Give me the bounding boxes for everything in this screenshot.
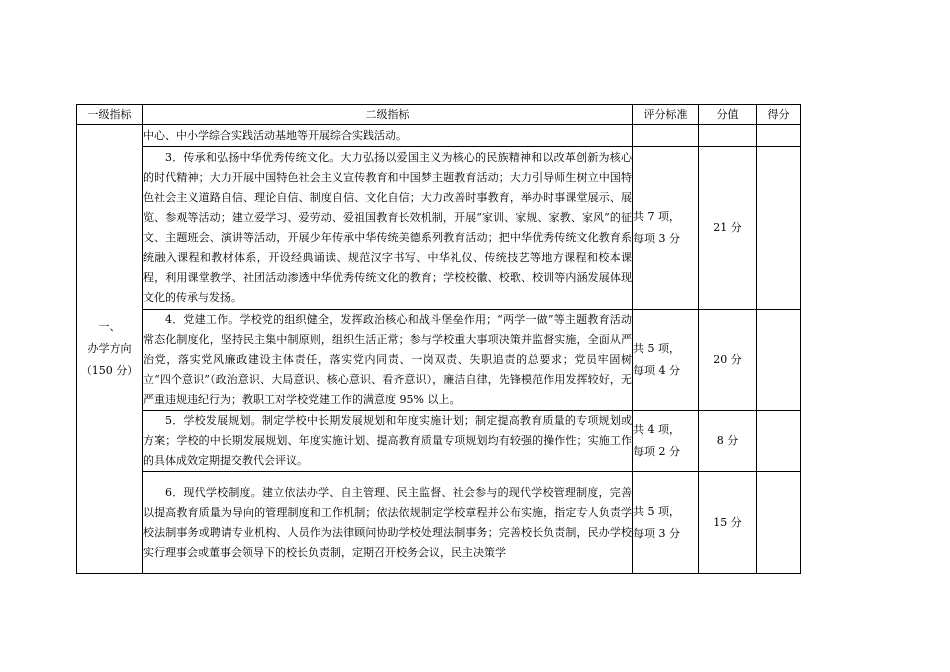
criteria-count: 共 5 项， bbox=[633, 342, 680, 355]
table-row bbox=[77, 310, 801, 411]
criteria-count: 共 5 项， bbox=[633, 504, 680, 518]
criteria-count: 共 4 项， bbox=[633, 423, 680, 436]
level1-number: 一、 bbox=[98, 320, 121, 333]
indicator-text: 5．学校发展规划。制定学校中长期发展规划和年度实施计划；制定提高教育质量的专项规划或方案；学校的中长期发展规划、年度实施计划、提高教育质量专项规划均有较强的操作性；实施工作的具体成效定期提交教代会评议。 bbox=[143, 411, 633, 472]
criteria-cell bbox=[633, 125, 699, 147]
level1-cell bbox=[77, 125, 143, 574]
evaluation-table bbox=[76, 104, 801, 574]
header-level2: 二级指标 bbox=[143, 105, 633, 125]
indicator-text: 4．党建工作。学校党的组织健全，发挥政治核心和战斗堡垒作用；“两学一做”等主题教育活动常态化制度化，坚持民主集中制原则，组织生活正常；参与学校重大事项决策并监督实施，全面从严治党，落实党风廉政建设主体责任，落实党内同责、一岗双责、失职追责的总要求；党员牢固树立“四个意识”（政治意识、大局意识、核心意识、看齐意识），廉洁自律，先锋模范作用发挥较好，无严重违规违纪行为；教职工对学校党建工作的满意度 95% 以上。 bbox=[143, 310, 633, 411]
points-cell bbox=[699, 125, 757, 147]
criteria-per-item: 每项 2 分 bbox=[633, 445, 680, 458]
points-cell: 21 分 bbox=[699, 147, 757, 310]
header-score: 得分 bbox=[757, 105, 801, 125]
criteria-cell bbox=[633, 411, 699, 472]
table-row bbox=[77, 147, 801, 310]
score-cell[interactable] bbox=[757, 310, 801, 411]
table-row bbox=[77, 411, 801, 472]
criteria-cell bbox=[633, 147, 699, 310]
criteria-cell bbox=[633, 472, 699, 574]
criteria-count: 共 7 项， bbox=[633, 210, 680, 223]
points-cell: 8 分 bbox=[699, 411, 757, 472]
score-cell bbox=[757, 125, 801, 147]
indicator-text: 3．传承和弘扬中华优秀传统文化。大力弘扬以爱国主义为核心的民族精神和以改革创新为核心的时代精神；大力开展中国特色社会主义宣传教育和中国梦主题教育活动；大力引导师生树立中国特色社会主义道路自信、理论自信、制度自信、文化自信；大力改善时事教育，举办时事课堂展示、展览、参观等活动；建立爱学习、爱劳动、爱祖国教育长效机制，开展“家训、家规、家教、家风”的征文、主题班会、演讲等活动，开展少年传承中华传统美德系列教育活动；把中华优秀传统文化教育系统融入课程和教材体系，开设经典诵读、规范汉字书写、中华礼仪、传统技艺等地方课程和校本课程，利用课堂教学、社团活动渗透中华优秀传统文化的教育；学校校徽、校歌、校训等内涵发展体现文化的传承与发扬。 bbox=[143, 147, 633, 310]
criteria-per-item: 每项 4 分 bbox=[633, 364, 680, 377]
header-row bbox=[77, 105, 801, 125]
indicator-text: 中心、中小学综合实践活动基地等开展综合实践活动。 bbox=[143, 125, 633, 147]
header-level1: 一级指标 bbox=[77, 105, 143, 125]
criteria-cell bbox=[633, 310, 699, 411]
score-cell[interactable] bbox=[757, 411, 801, 472]
criteria-per-item: 每项 3 分 bbox=[633, 526, 680, 540]
table-row bbox=[77, 472, 801, 574]
indicator-text: 6．现代学校制度。建立依法办学、自主管理、民主监督、社会参与的现代学校管理制度，完善以提高教育质量为导向的管理制度和工作机制；依法依规制定学校章程并公布实施，指定专人负责学校法制事务或聘请专业机构、人员作为法律顾问协助学校处理法制事务；完善校长负责制，民办学校实行理事会或董事会领导下的校长负责制，定期召开校务会议，民主决策学 bbox=[143, 472, 633, 574]
criteria-per-item: 每项 3 分 bbox=[633, 232, 680, 245]
score-cell[interactable] bbox=[757, 147, 801, 310]
points-cell: 15 分 bbox=[699, 472, 757, 574]
header-criteria: 评分标准 bbox=[633, 105, 699, 125]
score-cell[interactable] bbox=[757, 472, 801, 574]
table-row bbox=[77, 125, 801, 147]
header-points: 分值 bbox=[699, 105, 757, 125]
level1-title: 办学方向 bbox=[87, 342, 132, 355]
level1-points: （150 分） bbox=[80, 364, 139, 377]
points-cell: 20 分 bbox=[699, 310, 757, 411]
